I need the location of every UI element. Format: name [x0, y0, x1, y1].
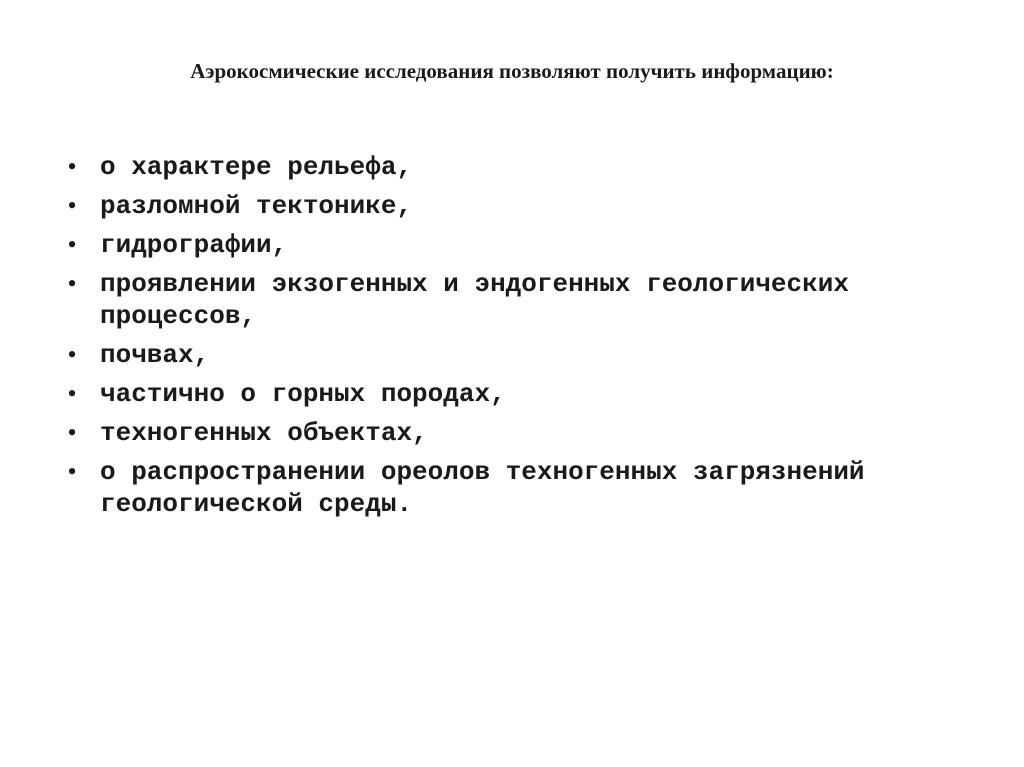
bullet-icon: •	[67, 340, 77, 369]
list-item-text: техногенных объектах,	[100, 418, 428, 448]
list-item	[60, 190, 980, 222]
list-item-text: частично о горных породах,	[100, 379, 506, 409]
list-item-text: о распространении ореолов техногенных загрязнений геологической среды.	[100, 457, 865, 519]
list-item	[60, 339, 980, 371]
list-item	[60, 417, 980, 449]
bullet-icon: •	[67, 191, 77, 220]
bullet-icon: •	[67, 418, 77, 447]
bullet-icon: •	[67, 152, 77, 181]
list-item	[60, 229, 980, 261]
bullet-list	[60, 151, 980, 527]
bullet-icon: •	[67, 230, 77, 259]
list-item-text: почвах,	[100, 340, 210, 370]
slide-title: Аэрокосмические исследования позволяют получить информацию:	[190, 59, 834, 83]
bullet-icon: •	[67, 269, 77, 298]
list-item	[60, 456, 980, 520]
list-item	[60, 268, 980, 332]
bullet-icon: •	[67, 379, 77, 408]
list-item-text: проявлении экзогенных и эндогенных геологических процессов,	[100, 269, 849, 331]
bullet-icon: •	[67, 457, 77, 486]
list-item-text: разломной тектонике,	[100, 191, 413, 221]
list-item	[60, 378, 980, 410]
list-item	[60, 151, 980, 183]
list-item-text: гидрографии,	[100, 230, 288, 260]
list-item-text: о характере рельефа,	[100, 152, 413, 182]
